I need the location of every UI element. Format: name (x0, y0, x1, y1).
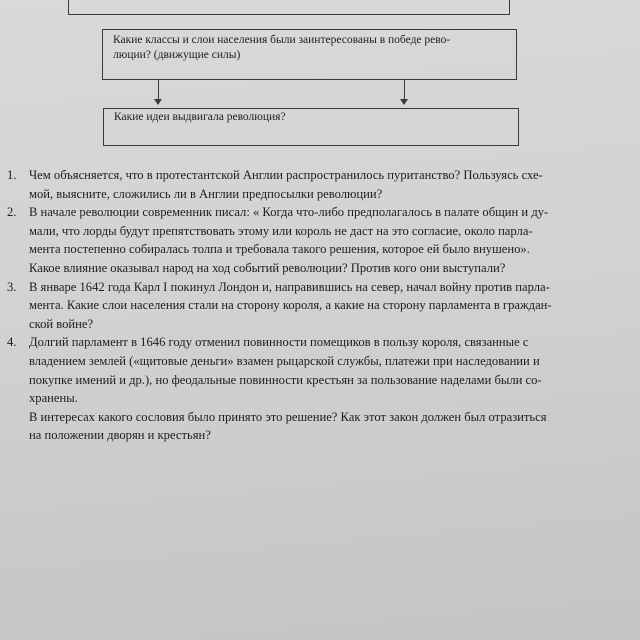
diagram-arrow-right-head (400, 99, 408, 105)
question-line: мали, что лорды будут препятствовать этому или король не даст на это согласие, около парла- (29, 223, 533, 238)
question-line: В начале революции современник писал: « Когда что-либо предполагалось в палате общин и ду- (29, 205, 549, 220)
question-line: В январе 1642 года Карл I покинул Лондон и, направившись на север, начал войну против парла- (29, 279, 550, 294)
question-number: 4. (7, 335, 17, 350)
question-line: Долгий парламент в 1646 году отменил повинности помещиков в пользу короля, связанные с (29, 335, 529, 350)
question-line: мой, выясните, сложились ли в Англии предпосылки революции? (29, 186, 383, 201)
question-line: хранены. (29, 391, 78, 406)
question-line: В интересах какого сословия было принято это решение? Как этот закон должен был отразиться (29, 409, 547, 424)
diagram-box-ideas (103, 108, 519, 146)
question-line: Какое влияние оказывал народ на ход событий революции? Против кого они выступали? (29, 260, 506, 275)
question-4 (0, 333, 634, 445)
question-line: мента. Какие слои населения стали на сторону короля, а какие на сторону парламента в граждан- (29, 298, 552, 313)
diagram-arrow-left-head (154, 99, 162, 105)
question-1 (0, 166, 634, 203)
diagram-arrow-left (158, 80, 159, 100)
question-line: на положении дворян и крестьян? (29, 428, 211, 443)
question-line: мента постепенно собиралась толпа и требовала такого решения, которое ей было внушено». (29, 242, 530, 257)
box-text-line: люции? (движущие силы) (113, 49, 241, 61)
question-2 (0, 203, 634, 277)
question-line: покупке имений и др.), но феодальные повинности крестьян за пользование наделами были со- (29, 372, 542, 387)
question-number: 1. (7, 168, 17, 182)
diagram-arrow-right (404, 80, 405, 100)
box-text-line: Какие классы и слои населения были заинтересованы в победе рево- (113, 34, 451, 46)
question-line: Чем объясняется, что в протестантской Англии распространилось пуританство? Пользуясь схе- (29, 168, 543, 182)
diagram-box-driving-forces (102, 29, 517, 80)
question-3 (0, 278, 634, 334)
diagram-top-box (68, 0, 510, 15)
question-line: владением землей («щитовые деньги» взамен рыцарской службы, платежи при наследовании и (29, 353, 540, 368)
questions-list (0, 166, 640, 445)
question-line: ской войне? (29, 316, 94, 331)
question-number: 3. (7, 279, 17, 294)
box-text-line: Какие идеи выдвигала революция? (114, 111, 286, 123)
question-number: 2. (7, 205, 17, 220)
